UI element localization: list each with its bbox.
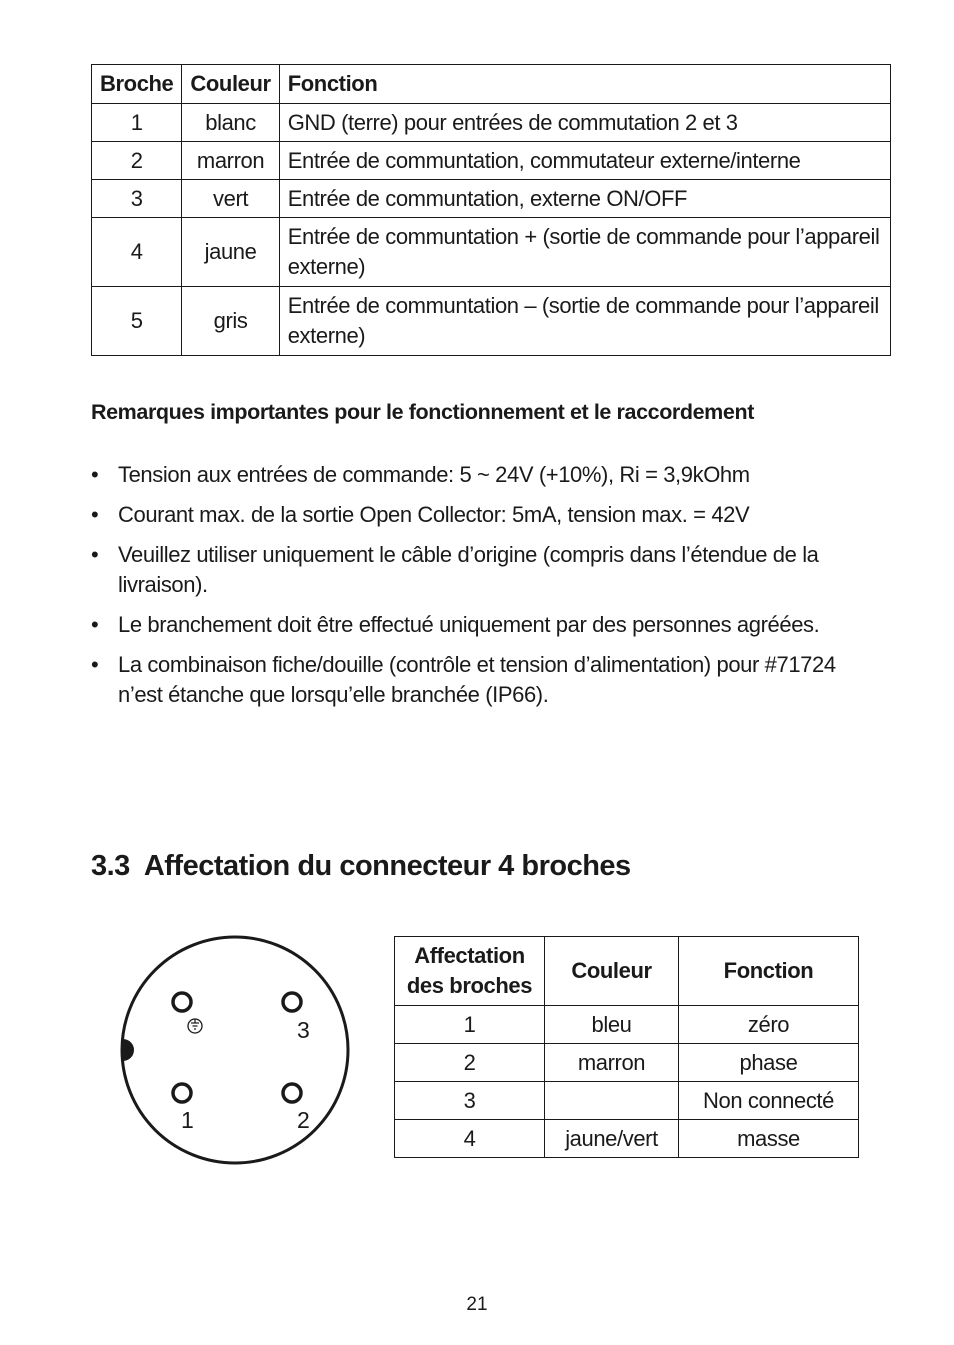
pin-3-hole — [283, 993, 301, 1011]
cell-pin: 3 — [92, 180, 182, 218]
cell-function: masse — [679, 1120, 859, 1158]
cell-pin: 3 — [395, 1082, 545, 1120]
cell-function: GND (terre) pour entrées de commutation 2 et 3 — [279, 104, 890, 142]
header-function: Fonction — [679, 937, 859, 1006]
header-pin-line2: des broches — [406, 973, 533, 998]
list-item-text: Tension aux entrées de commande: 5 ~ 24V (+10%), Ri = 3,9kOhm — [118, 462, 750, 487]
remarks-list — [91, 460, 881, 720]
cell-color: jaune/vert — [545, 1120, 679, 1158]
header-color: Couleur — [182, 65, 279, 104]
list-item — [91, 610, 881, 640]
list-item — [91, 650, 881, 710]
cell-color: gris — [182, 287, 279, 356]
table-row — [395, 1082, 859, 1120]
table-row — [395, 1044, 859, 1082]
bullet-icon: • — [91, 542, 99, 567]
table-row — [92, 104, 891, 142]
connector-pin-table — [394, 936, 859, 1158]
list-item — [91, 460, 881, 490]
cell-pin: 4 — [395, 1120, 545, 1158]
ground-symbol-icon — [188, 1019, 202, 1033]
pin-3-label: 3 — [297, 1017, 310, 1043]
cell-pin: 4 — [92, 218, 182, 287]
cell-pin: 1 — [92, 104, 182, 142]
pin-2-label: 2 — [297, 1107, 310, 1133]
header-function: Fonction — [279, 65, 890, 104]
bullet-icon: • — [91, 502, 99, 527]
cell-color — [545, 1082, 679, 1120]
bullet-icon: • — [91, 462, 99, 487]
header-pin-line1: Affectation — [414, 943, 525, 968]
remarks-heading: Remarques importantes pour le fonctionnement et le raccordement — [91, 400, 754, 424]
cell-color: marron — [545, 1044, 679, 1082]
list-item-text: Le branchement doit être effectué uniquement par des personnes agréées. — [118, 612, 820, 637]
header-pin: Broche — [92, 65, 182, 104]
table-header-row — [92, 65, 891, 104]
header-color: Couleur — [545, 937, 679, 1006]
cell-color: blanc — [182, 104, 279, 142]
cell-color: marron — [182, 142, 279, 180]
table-header-row — [395, 937, 859, 1006]
list-item-text: Courant max. de la sortie Open Collector: 5mA, tension max. = 42V — [118, 502, 750, 527]
cell-color: jaune — [182, 218, 279, 287]
connector-key-notch — [123, 1039, 134, 1061]
table-row — [92, 142, 891, 180]
cell-function: Entrée de communtation + (sortie de commande pour l’appareil externe) — [279, 218, 890, 287]
cell-pin: 1 — [395, 1006, 545, 1044]
section-title-text: Affectation du connecteur 4 broches — [143, 850, 631, 882]
section-number: 3.3 — [91, 850, 130, 882]
cell-function: Entrée de communtation, commutateur externe/interne — [279, 142, 890, 180]
pin-assignment-table — [91, 64, 891, 356]
table-row — [92, 287, 891, 356]
pin-ground-hole — [173, 993, 191, 1011]
pin-1-label: 1 — [181, 1107, 194, 1133]
page-number: 21 — [466, 1294, 488, 1315]
pin-1-hole — [173, 1084, 191, 1102]
cell-function: Entrée de communtation, externe ON/OFF — [279, 180, 890, 218]
bullet-icon: • — [91, 612, 99, 637]
cell-pin: 2 — [92, 142, 182, 180]
cell-function: zéro — [679, 1006, 859, 1044]
table-row — [92, 180, 891, 218]
bullet-icon: • — [91, 652, 99, 677]
cell-pin: 5 — [92, 287, 182, 356]
cell-function: phase — [679, 1044, 859, 1082]
cell-color: vert — [182, 180, 279, 218]
cell-function: Non connecté — [679, 1082, 859, 1120]
cell-pin: 2 — [395, 1044, 545, 1082]
table-row — [395, 1006, 859, 1044]
connector-outline — [122, 937, 348, 1163]
pin-2-hole — [283, 1084, 301, 1102]
table-row — [92, 218, 891, 287]
table-row — [395, 1120, 859, 1158]
list-item-text: La combinaison fiche/douille (contrôle et tension d’alimentation) pour #71724 n’est étanche que lorsqu’elle branchée (IP66). — [118, 652, 836, 707]
section-title — [91, 850, 631, 883]
header-pin-assignment — [395, 937, 545, 1006]
list-item-text: Veuillez utiliser uniquement le câble d’origine (compris dans l’étendue de la livraison). — [118, 542, 819, 597]
connector-diagram — [115, 930, 360, 1175]
cell-color: bleu — [545, 1006, 679, 1044]
list-item — [91, 540, 881, 600]
cell-function: Entrée de communtation – (sortie de commande pour l’appareil externe) — [279, 287, 890, 356]
list-item — [91, 500, 881, 530]
